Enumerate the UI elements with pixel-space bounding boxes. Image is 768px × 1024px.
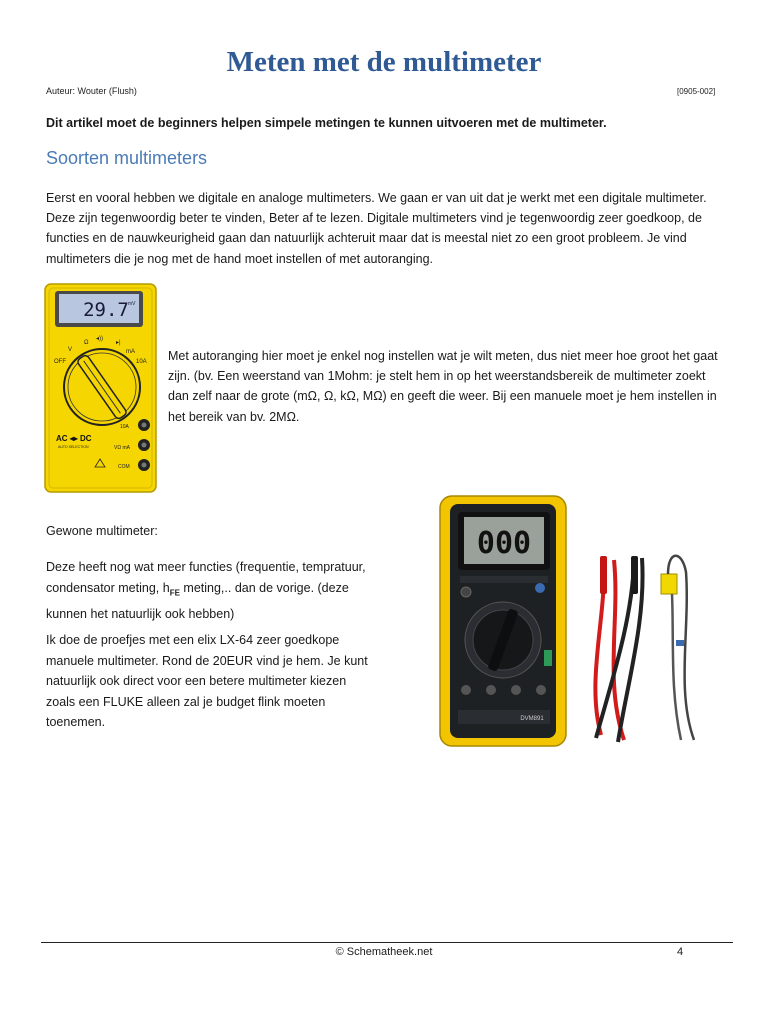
svg-text:mV: mV xyxy=(128,301,136,307)
intro-paragraph: Dit artikel moet de beginners helpen simpele metingen te kunnen uitvoeren met de multimeter. xyxy=(46,116,607,130)
paragraph-functions: Deze heeft nog wat meer functies (frequentie, tempratuur, condensator meting, $h_{FE}$ meting,.. dan de vorige. (deze kunnen het natuurlijk ook hebben) xyxy=(46,560,366,621)
svg-text:V: V xyxy=(68,347,73,353)
ac-dc-label: AC ◂▸ DC xyxy=(56,434,92,443)
section-heading: Soorten multimeters xyxy=(46,148,208,168)
svg-text:10A: 10A xyxy=(120,424,129,430)
page-title: Meten met de multimeter xyxy=(226,46,542,78)
svg-text:OFF: OFF xyxy=(54,359,66,365)
autoranging-multimeter-image xyxy=(44,283,157,493)
svg-text:◂)): ◂)) xyxy=(96,336,104,342)
svg-text:10A: 10A xyxy=(136,359,147,365)
footer-copyright: © Schematheek.net xyxy=(335,946,433,958)
footer-divider xyxy=(41,942,733,943)
paragraph-types: Eerst en vooral hebben we digitale en analoge multimeters. We gaan er van uit dat je werkt met een digitale multimeter. Deze zijn tegenwoordig beter te vinden, Beter af te lezen. Digitale multimeters vind je tegenwoordig zeer goedkoop, de functies en de nauwkeurigheid gaan dan natuurlijk achteruit maar dat is meestal niet zo een groot probleem. Je vind multimeters die je nog met de hand moet instellen of met autoranging. xyxy=(46,191,707,266)
page-number: 4 xyxy=(677,946,684,958)
lcd-readout-2: 000 xyxy=(476,526,532,561)
document-code: [0905-002] xyxy=(677,87,716,96)
paragraph-autoranging: Met autoranging hier moet je enkel nog instellen wat je wilt meten, dus niet meer hoe groot het gaat zijn. (bv. Een weerstand van 1Mohm: je stelt hem in op het weerstandsbereik de multimeter zoekt dan zelf naar de grote (mΩ, Ω, kΩ, MΩ) en geeft die weer. Bij een manuele moet je hem instellen in het bereik van bv. 2MΩ. xyxy=(168,349,718,424)
svg-text:AUTO SELECTION: AUTO SELECTION xyxy=(58,445,89,449)
svg-text:Ω: Ω xyxy=(84,340,89,346)
subheading-standard-multimeter: Gewone multimeter: xyxy=(46,524,158,538)
svg-text:▸|: ▸| xyxy=(116,340,121,346)
svg-text:VΩ mA: VΩ mA xyxy=(114,445,130,451)
author-line: Auteur: Wouter (Flush) xyxy=(46,86,137,96)
svg-text:COM: COM xyxy=(118,464,130,470)
model-label: DVM891 xyxy=(520,716,544,722)
lcd-readout: 29.7 xyxy=(83,299,129,321)
paragraph-elix-multimeter: Ik doe de proefjes met een elix LX-64 zeer goedkope manuele multimeter. Rond de 20EUR vind je hem. Je kunt natuurlijk ook direct voor een betere multimeter kiezen zoals een FLUKE alleen zal je budget flink moeten toenemen. xyxy=(46,633,368,729)
manual-multimeter-with-probes-image xyxy=(436,490,726,752)
svg-text:mA: mA xyxy=(126,349,135,355)
